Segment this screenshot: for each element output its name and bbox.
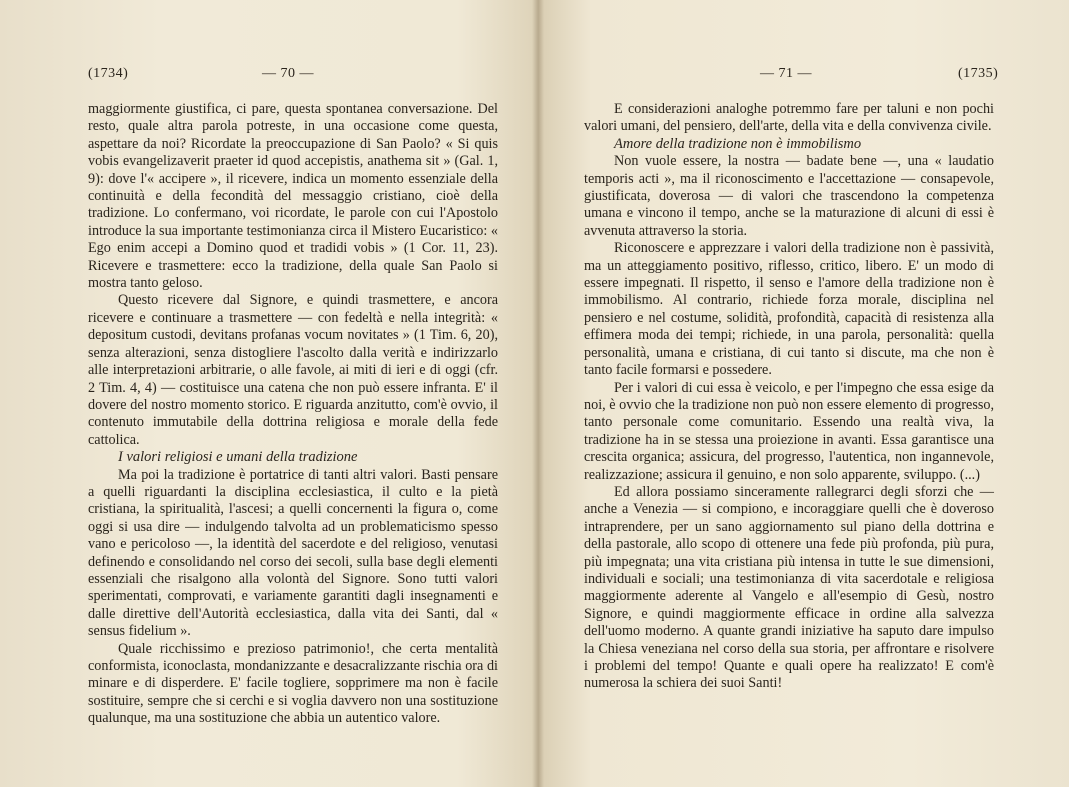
left-paragraph-2: Questo ricevere dal Signore, e quindi trasmettere, e ancora ricevere e continuare a trasmettere — con fedeltà e nella integrità: « depositum custodi, devitans profanas vocum novitates » (1 Tim. 6, 20), senza alterazioni, senza distogliere l'ascolto dalla verità e indirizzarlo alle interpretazioni arbitrarie, o alle favole, ai miti di ieri e di oggi (cfr. 2 Tim. 4, 4) — costituisce una catena che non può essere infranta. E' il dovere del nostro momento storico. E riguarda anzitutto, com'è ovvio, il contenuto immutabile della dottrina religiosa e morale della fede cattolica. bbox=[88, 292, 498, 448]
right-paragraph-4: Per i valori di cui essa è veicolo, e per l'impegno che essa esige da noi, è ovvio che la tradizione non può non essere elemento di progresso, tanto personale come comunitario. Essendo una realtà viva, la tradizione ha in se stessa una proiezione in avanti. Essa garantisce una crescita organica; assicura, del progresso, l'autentica, non ingannevole, realizzazione; assicura il genuino, e non solo apparente, sviluppo. (...) bbox=[584, 379, 994, 483]
right-page-body bbox=[584, 101, 994, 693]
left-paragraph-4: Quale ricchissimo e prezioso patrimonio!, che certa mentalità conformista, iconoclasta, mondanizzante e desacralizzante rischia ora di minare e di disperdere. E' facile togliere, sopprimere ma non è facile sostituire, sempre che si cerchi e si voglia davvero non una sostituzione qualunque, ma una sostituzione che abbia un autentico valore. bbox=[88, 640, 498, 727]
right-paragraph-2: Non vuole essere, la nostra — badate bene —, una « laudatio temporis acti », ma il riconoscimento e l'accettazione — consapevole, giustificata, doverosa — di valori che trascendono la competenza umana e vincono il tempo, anche se la maturazione di alcuni di essi è avvenuta attraverso la storia. bbox=[584, 153, 994, 239]
right-page-number: — 71 — bbox=[760, 66, 812, 81]
left-page-label: (1734) bbox=[88, 66, 129, 81]
right-page bbox=[538, 0, 1069, 787]
right-page-label: (1735) bbox=[958, 66, 999, 81]
left-page-number: — 70 — bbox=[262, 66, 314, 81]
left-paragraph-3: Ma poi la tradizione è portatrice di tanti altri valori. Basti pensare a quelli riguardanti la disciplina ecclesiastica, il culto e la pietà cristiana, la spiritualità, l'ascesi; a quelli concernenti la figura o, come oggi si usa dire — indulgendo talvolta ad un problematicismo spesso vano e pericoloso —, la identità del sacerdote e del religioso, venutasi definendo e consolidando nel corso dei secoli, sulla base degli elementi essenziali che risalgono alla volontà del Signore. Sono tutti valori sperimentati, comprovati, e variamente garantiti dagli insegnamenti e dalle direttive dell'Autorità ecclesiastica, dalla vita dei Santi, dal « sensus fidelium ». bbox=[88, 466, 498, 640]
left-page-body bbox=[88, 101, 498, 728]
right-section-heading: Amore della tradizione non è immobilismo bbox=[614, 135, 862, 152]
left-paragraph-1: maggiormente giustifica, ci pare, questa spontanea conversazione. Del resto, quale altra parola potreste, in una occasione come questa, aspettare da noi? Ricordate la preoccupazione di San Paolo? « Si quis vobis evangelizaverit praeter id quod accepistis, anathema sit » (Gal. 1, 9): dove l'« accipere », il ricevere, indica un momento essenziale della continuità e della fecondità del messaggio cristiano, cioè della tradizione. Lo confermano, voi ricordate, le parole con cui l'Apostolo introduce la sua importante testimonianza circa il Mistero Eucaristico: « Ego enim accepi a Domino quod et tradidi vobis » (1 Cor. 11, 23). Ricevere e trasmettere: ecco la tradizione, della quale San Paolo si mostra tanto geloso. bbox=[88, 101, 498, 292]
right-paragraph-1: E considerazioni analoghe potremmo fare per taluni e non pochi valori umani, del pensiero, dell'arte, della vita e della convivenza civile. bbox=[584, 101, 994, 135]
right-paragraph-3: Riconoscere e apprezzare i valori della tradizione non è passività, ma un atteggiamento positivo, riflesso, critico, libero. E' un modo di essere impegnati. Il rispetto, il senso e l'amore della tradizione non è immobilismo. Al contrario, richiede forza morale, disciplina nel pensiero e nel costume, solidità, profondità, capacità di resistenza alla effimera moda dei tempi; richiede, in una parola, personalità: quella personalità, umana e cristiana, di cui tanto si discute, ma che non è tanto facile formarsi e possedere. bbox=[584, 240, 994, 379]
book-gutter bbox=[532, 0, 544, 787]
right-paragraph-5: Ed allora possiamo sinceramente rallegrarci degli sforzi che — anche a Venezia — si compiono, e incoraggiare quelli che è doveroso intraprendere, per un sano aggiornamento sul piano della dottrina e della pastorale, allo scopo di ottenere una fede più profonda, più pura, più impegnata; una vita cristiana più intensa in tutte le sue dimensioni, individuali e sociali; una testimonianza di vita sacerdotale e religiosa maggiormente aderente al Vangelo e all'esempio di Gesù, nostro Signore, e quindi maggiormente efficace in ordine alla salvezza dell'uomo moderno. A quante grandi iniziative ha saputo dare impulso la Chiesa veneziana nel corso della sua storia, per affrontare e risolvere i problemi del tempo! Quante e quali opere ha realizzato! E com'è numerosa la schiera dei suoi Santi! bbox=[584, 483, 994, 692]
left-section-heading: I valori religiosi e umani della tradizione bbox=[118, 449, 358, 466]
